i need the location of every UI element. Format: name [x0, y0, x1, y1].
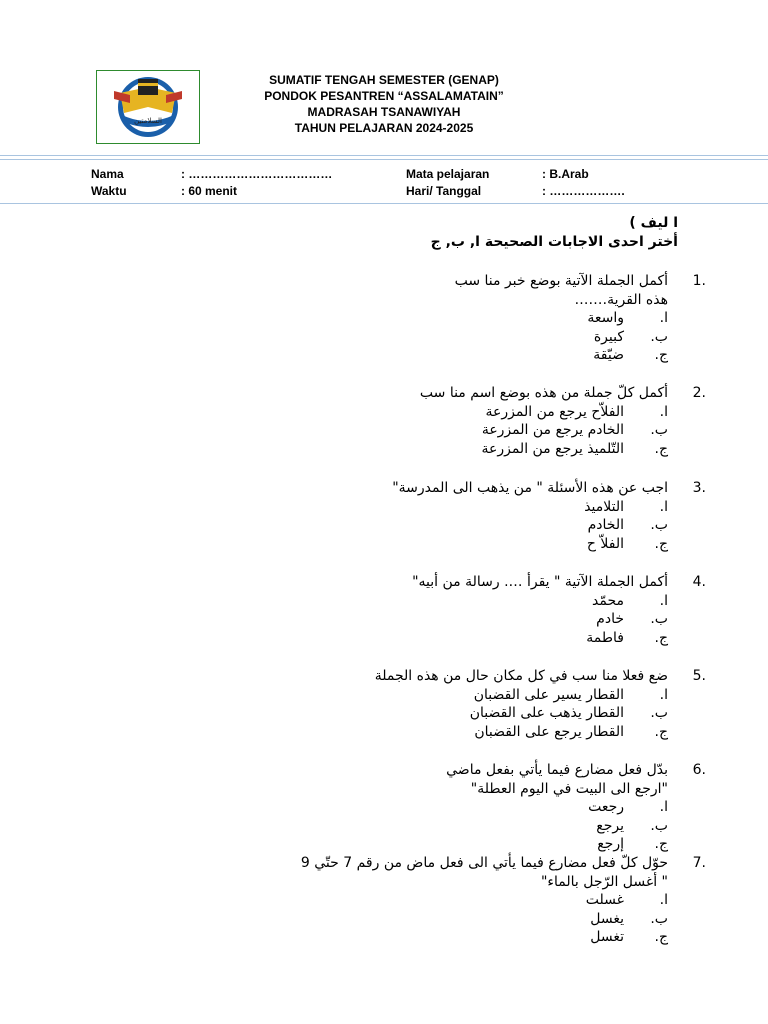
option-text: القطار يسير على القضبان: [473, 686, 624, 703]
option-c[interactable]: [412, 629, 668, 648]
option-text: إرجع: [597, 836, 624, 852]
question-number: 1.: [692, 273, 706, 289]
option-letter: ب.: [650, 422, 668, 438]
option-text: تغسل: [590, 929, 624, 945]
option-c[interactable]: [420, 440, 668, 459]
option-letter: ا.: [659, 498, 668, 515]
option-text: محمّد: [592, 592, 624, 609]
question-number: 4.: [692, 574, 706, 590]
option-text: التلاميذ: [584, 498, 624, 515]
question-number: 7.: [692, 855, 706, 871]
option-text: يغسل: [590, 910, 624, 927]
waktu-label: Waktu: [91, 184, 127, 198]
document-header: [250, 72, 518, 136]
option-letter: ا.: [659, 799, 668, 815]
option-letter: ج.: [654, 929, 668, 945]
hari-label: Hari/ Tanggal: [406, 184, 482, 198]
option-letter: ج.: [654, 723, 668, 740]
option-text: الخادم: [587, 517, 624, 533]
option-text: الخادم يرجع من المزرعة: [481, 422, 624, 438]
option-letter: ج.: [654, 535, 668, 552]
option-letter: ا.: [659, 892, 668, 908]
option-letter: ب.: [650, 910, 668, 927]
question-quote: "ارجع الى البيت في اليوم العطلة": [470, 780, 668, 797]
option-letter: ج.: [654, 347, 668, 363]
option-text: غسلت: [585, 892, 624, 908]
header-madrasah: MADRASAH TSANAWIYAH: [307, 105, 461, 119]
question-text: أكمل الجملة الآتية بوضع خبر منا سب: [454, 273, 668, 289]
option-text: فاطمة: [586, 629, 624, 646]
header-year: TAHUN PELAJARAN 2024-2025: [294, 121, 474, 135]
option-b[interactable]: [412, 610, 668, 629]
option-b[interactable]: [375, 704, 668, 723]
option-letter: ب.: [650, 611, 668, 627]
option-letter: ا.: [659, 403, 668, 420]
option-c[interactable]: [392, 535, 668, 554]
option-c[interactable]: [375, 723, 668, 742]
hari-value: : ……………….: [542, 184, 625, 198]
header-school: PONDOK PESANTREN “ASSALAMATAIN”: [264, 89, 504, 103]
option-text: يرجع: [596, 817, 624, 834]
question-text: أكمل كلّ جملة من هذه بوضع اسم منا سب: [419, 385, 668, 401]
question-number: 2.: [692, 385, 706, 401]
question-1: [454, 272, 706, 365]
option-a[interactable]: [455, 309, 668, 328]
option-text: الفلاّح يرجع من المزرعة: [485, 403, 624, 420]
school-logo: [96, 70, 200, 144]
option-a[interactable]: [392, 498, 668, 517]
option-text: القطار يذهب على القضبان: [469, 705, 624, 721]
header-title: SUMATIF TENGAH SEMESTER (GENAP): [269, 73, 499, 87]
header-divider-bottom: [0, 159, 768, 160]
question-text: أكمل الجملة الآتية " يقرأ …. رسالة من أبيه": [412, 574, 668, 590]
option-text: ضيّقة: [593, 347, 624, 363]
nama-label: Nama: [91, 167, 124, 181]
option-b[interactable]: [446, 817, 668, 836]
header-divider-top: [0, 155, 768, 156]
option-a[interactable]: [412, 592, 668, 611]
option-a[interactable]: [420, 403, 668, 422]
option-letter: ج.: [654, 629, 668, 646]
option-text: واسعة: [587, 310, 624, 326]
option-text: خادم: [596, 611, 624, 627]
option-letter: ج.: [654, 836, 668, 852]
option-text: التّلميذ يرجع من المزرعة: [481, 440, 624, 457]
option-letter: ب.: [650, 705, 668, 721]
option-letter: ب.: [650, 817, 668, 834]
question-number: 5.: [692, 668, 706, 684]
option-letter: ا.: [659, 310, 668, 326]
option-text: الفلاّ ح: [586, 535, 624, 552]
option-letter: ج.: [654, 440, 668, 457]
option-text: رجعت: [588, 799, 624, 815]
option-letter: ا.: [659, 686, 668, 703]
nama-value: : ………………………………: [181, 167, 333, 181]
logo-caption: السلامتين: [134, 117, 162, 125]
info-divider: [0, 203, 768, 204]
question-quote: " أغسل الرّجل بالماء": [540, 873, 668, 890]
mapel-value: : B.Arab: [542, 167, 589, 181]
question-7: [300, 854, 706, 947]
question-text: حوّل كلّ فعل مضارع فيما يأتي الى فعل ماض من رقم 7 حتّي 9: [300, 855, 668, 871]
option-c[interactable]: [301, 928, 668, 947]
question-text: اجب عن هذه الأسئلة " من يذهب الى المدرسة": [392, 480, 668, 496]
option-c[interactable]: [446, 835, 668, 854]
option-c[interactable]: [455, 346, 668, 365]
option-letter: ب.: [650, 328, 668, 345]
option-a[interactable]: [301, 891, 668, 910]
option-b[interactable]: [420, 421, 668, 440]
school-emblem-icon: [100, 73, 196, 141]
question-number: 3.: [692, 480, 706, 496]
question-5: [374, 667, 706, 741]
option-text: كبيرة: [593, 328, 624, 345]
option-a[interactable]: [375, 686, 668, 705]
question-4: [412, 573, 706, 647]
section-instruction: أختر احدى الاجابات الصحيحة ا, ب, ج: [430, 234, 678, 250]
question-text: بدّل فعل مضارع فيما يأتي بفعل ماضي: [446, 762, 668, 778]
option-letter: ا.: [659, 592, 668, 609]
option-b[interactable]: [301, 910, 668, 929]
option-b[interactable]: [392, 516, 668, 535]
question-3: [392, 479, 706, 553]
section-heading: [431, 214, 678, 252]
waktu-value: : 60 menit: [181, 184, 238, 198]
mapel-label: Mata pelajaran: [406, 167, 490, 181]
question-text: ضع فعلا منا سب في كل مكان حال من هذه الجملة: [374, 668, 668, 684]
question-2: [419, 384, 706, 458]
question-text: هذه القرية…….: [574, 291, 668, 308]
option-letter: ب.: [650, 517, 668, 533]
section-title: ا ليف ): [629, 215, 678, 231]
option-a[interactable]: [446, 798, 668, 817]
question-6: [446, 761, 706, 854]
option-b[interactable]: [455, 328, 668, 347]
question-number: 6.: [692, 762, 706, 778]
option-text: القطار يرجع على القضبان: [474, 723, 624, 740]
